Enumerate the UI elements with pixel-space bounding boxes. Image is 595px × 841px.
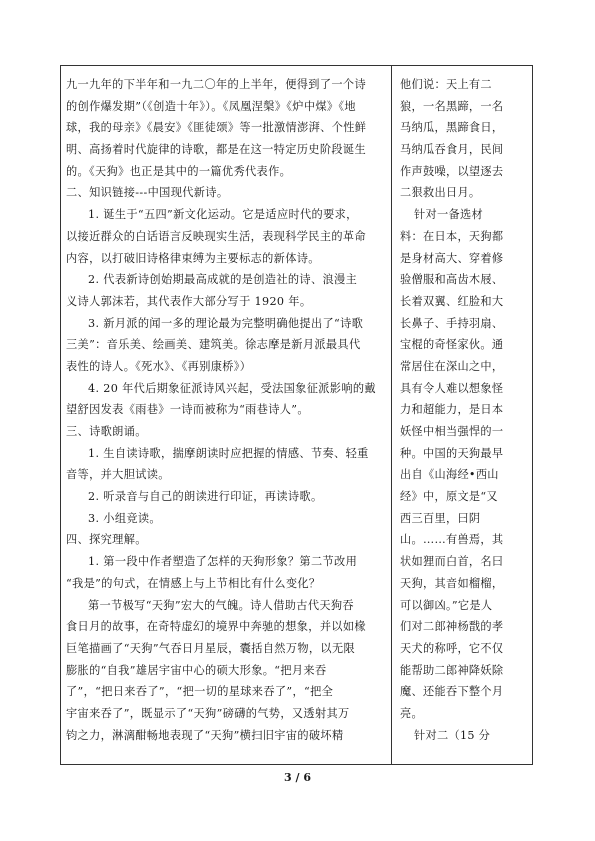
page-number: 3 / 6 bbox=[284, 771, 311, 784]
main-text-line: 1. 第一段中作者塑造了怎样的天狗形象？第二节改用 bbox=[88, 555, 358, 569]
main-text-line: 第一节极写“天狗”宏大的气魄。诗人借助古代天狗吞 bbox=[88, 598, 354, 612]
main-text-line: 膨胀的“自我”雄居宇宙中心的硕大形象。“把月来吞 bbox=[66, 663, 327, 677]
side-note-line: 天狗，其音如榴榴， bbox=[400, 576, 504, 590]
main-text-line: 以接近群众的白话语言反映现实生活，表现科学民主的革命 bbox=[66, 229, 366, 243]
main-text-line: 的创作爆发期”（《创造十年》）。《凤凰涅槃》《炉中煤》《地 bbox=[66, 99, 356, 113]
main-text-line: 宇宙来吞了”，既显示了“天狗”磅礴的气势，又透射其万 bbox=[66, 706, 350, 720]
side-note-line: 常居住在深山之中， bbox=[400, 359, 504, 373]
side-note-line: 是身材高大、穿着修 bbox=[400, 251, 504, 265]
side-note-line: 他们说：天上有二 bbox=[400, 78, 492, 91]
side-note-line: 山。……有兽焉，其 bbox=[400, 533, 504, 547]
side-note-line: 们对二郎神杨戬的孝 bbox=[400, 620, 504, 634]
side-note-line: 可以御凶。”它是人 bbox=[400, 598, 493, 612]
side-note-line: 马纳瓜，黑蹄食日， bbox=[400, 121, 504, 135]
main-text-line: 音等，并大胆试读。 bbox=[66, 468, 170, 482]
main-content-column bbox=[61, 66, 392, 764]
main-text-line: 九一九年的下半年和一九二〇年的上半年，便得到了一个诗 bbox=[66, 78, 366, 91]
side-note-line: 针对一备选材 bbox=[414, 208, 483, 222]
main-text-line: 明、高扬着时代旋律的诗歌，都是在这一特定历史阶段诞生 bbox=[66, 143, 366, 157]
side-notes-column bbox=[392, 66, 532, 764]
side-note-line: 天犬的称呼，它不仅 bbox=[400, 641, 504, 655]
side-note-line: 西三百里，曰阴 bbox=[400, 511, 481, 525]
main-text-line: 4. 20 年代后期象征派诗风兴起，受法国象征派影响的戴 bbox=[88, 381, 376, 395]
main-text-line: 3. 小组竞读。 bbox=[88, 511, 161, 525]
main-text-line: 表性的诗人。《死水》、《再别康桥》） bbox=[66, 359, 252, 373]
side-note-line: 状如狸而白首，名曰 bbox=[400, 555, 504, 569]
main-text-line: 了”，“把日来吞了”，“把一切的星球来吞了”，“把全 bbox=[66, 685, 334, 699]
main-text-line: 3. 新月派的闻一多的理论最为完整明确他提出了“诗歌 bbox=[88, 316, 364, 330]
lesson-table bbox=[60, 65, 533, 765]
side-note-line: 妖怪中相当强悍的一 bbox=[400, 425, 504, 438]
main-text-line: 三、诗歌朗诵。 bbox=[66, 425, 147, 438]
side-note-line: 长着双翼、红脸和大 bbox=[400, 294, 504, 308]
side-note-line: 马纳瓜吞食月，民间 bbox=[400, 143, 504, 157]
main-text-line: 1. 生自读诗歌，揣摩朗读时应把握的情感、节奏、轻重 bbox=[88, 446, 369, 460]
side-note-line: 具有令人难以想象怪 bbox=[400, 381, 504, 395]
side-note-line: 经》中，原文是“又 bbox=[400, 490, 498, 504]
main-text-line: 食日月的故事，在奇特虚幻的境界中奔驰的想象，并以如椽 bbox=[66, 620, 366, 634]
main-text-line: 2. 听录音与自己的朗读进行印证，再读诗歌。 bbox=[88, 490, 323, 504]
side-note-line: 出自《山海经•西山 bbox=[400, 468, 499, 482]
side-note-line: 宝棍的奇怪家伙。通 bbox=[400, 338, 504, 352]
main-text-line: 1. 诞生于“五四”新文化运动。它是适应时代的要求， bbox=[88, 208, 358, 222]
side-note-line: 长鼻子、手持羽扇、 bbox=[400, 316, 504, 330]
main-text-line: 义诗人郭沫若，其代表作大部分写于 1920 年。 bbox=[66, 294, 312, 308]
side-note-line: 种。中国的天狗最早 bbox=[400, 446, 504, 460]
main-text-line: 三美”：音乐美、绘画美、建筑美。徐志摩是新月派最具代 bbox=[66, 338, 361, 352]
side-note-line: 料：在日本，天狗都 bbox=[400, 229, 504, 243]
side-note-line: 验僧服和高齿木屐、 bbox=[400, 273, 504, 287]
main-text-line: 巨笔描画了“天狗”气吞日月星辰，囊括自然万物，以无限 bbox=[66, 641, 356, 655]
side-note-line: 二狠救出日月。 bbox=[400, 186, 481, 200]
side-note-line: 亮。 bbox=[400, 706, 423, 720]
main-text-line: 四、探究理解。 bbox=[66, 533, 147, 547]
main-text-line: “我是”的句式，在情感上与上节相比有什么变化？ bbox=[66, 576, 321, 590]
main-text-line: 望舒因发表《雨巷》一诗而被称为“雨巷诗人”。 bbox=[66, 403, 309, 417]
main-text-line: 的。《天狗》也正是其中的一篇优秀代表作。 bbox=[66, 164, 292, 178]
side-note-line: 魔、还能吞下整个月 bbox=[400, 685, 504, 699]
side-note-line: 能帮助二郎神降妖除 bbox=[400, 663, 504, 677]
main-text-line: 球，我的母亲》《晨安》《匪徒颂》等一批激情澎湃、个性鲜 bbox=[66, 121, 367, 135]
side-note-line: 狼，一名黑蹄，一名 bbox=[400, 99, 504, 113]
main-text-line: 2. 代表新诗创始期最高成就的是创造社的诗、浪漫主 bbox=[88, 273, 358, 287]
side-note-line: 作声鼓噪，以望逐去 bbox=[400, 164, 504, 178]
main-text-line: 钧之力，淋漓酣畅地表现了“天狗”横扫旧宇宙的破坏精 bbox=[66, 728, 344, 742]
main-text-line: 内容，以打破旧诗格律束缚为主要标志的新体诗。 bbox=[66, 251, 320, 265]
side-note-line: 针对二（15 分 bbox=[414, 728, 491, 742]
side-note-line: 力和超能力，是日本 bbox=[400, 403, 504, 417]
main-text-line: 二、知识链接---中国现代新诗。 bbox=[66, 186, 229, 200]
